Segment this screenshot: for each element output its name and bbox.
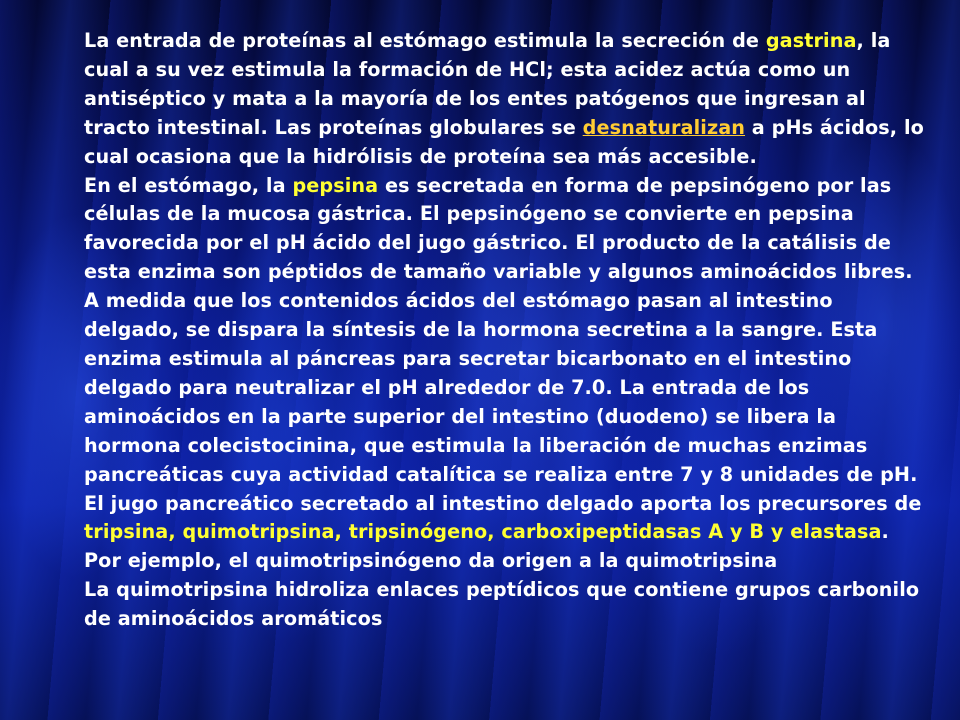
link-desnaturalizan[interactable]: desnaturalizan <box>582 115 746 139</box>
paragraph-text: es secretada en forma de pepsinógeno por las células de la mucosa gástrica. El pepsinógeno se convierte en pepsina favorecida por el pH ácido del jugo gástrico. El producto de la catálisis de esta enzima son péptidos de tamaño variable y algunos aminoácidos libres. <box>84 173 913 284</box>
paragraph-gastrina <box>84 27 924 172</box>
highlight-enzymes: tripsina, quimotripsina, tripsinógeno, carboxipeptidasas A y B y elastasa <box>84 520 882 544</box>
paragraph-intestino <box>84 287 924 547</box>
paragraph-text: , la cual a su vez estimula la formación de HCl; esta acidez actúa como un antiséptico y mata a la mayoría de los entes patógenos que ingresan al tracto intestinal. Las proteínas globulares se <box>84 29 891 139</box>
paragraph-quimotripsina: La quimotripsina hidroliza enlaces peptídicos que contiene grupos carbonilo de aminoácidos aromáticos <box>84 578 920 631</box>
paragraph-text: . <box>881 520 889 544</box>
highlight-gastrina: gastrina <box>765 29 857 52</box>
paragraph-pepsina <box>84 172 924 288</box>
highlight-pepsina: pepsina <box>292 173 379 197</box>
paragraph-text: En el estómago, la <box>84 173 293 197</box>
paragraph-text: A medida que los contenidos ácidos del estómago pasan al intestino delgado, se dispara la síntesis de la hormona secretina a la sangre. Esta enzima estimula al páncreas para secretar bicarbonato en el intestino delgado para neutralizar el pH alrededor de 7.0. La entrada de los aminoácidos en la parte superior del intestino (duodeno) se libera la hormona colecistocinina, que estimula la liberación de muchas enzimas pancreáticas cuya actividad catalítica se realiza entre 7 y 8 unidades de pH. El jugo pancreático secretado al intestino delgado aporta los precursores de <box>84 289 922 515</box>
paragraph-text: a pHs ácidos, lo cual ocasiona que la hidrólisis de proteína sea más accesible. <box>84 115 924 168</box>
paragraph-quimotripsinogeno: Por ejemplo, el quimotripsinógeno da origen a la quimotripsina <box>84 549 778 573</box>
paragraph-text: La entrada de proteínas al estómago estimula la secreción de <box>84 29 766 52</box>
body-text <box>84 27 924 634</box>
